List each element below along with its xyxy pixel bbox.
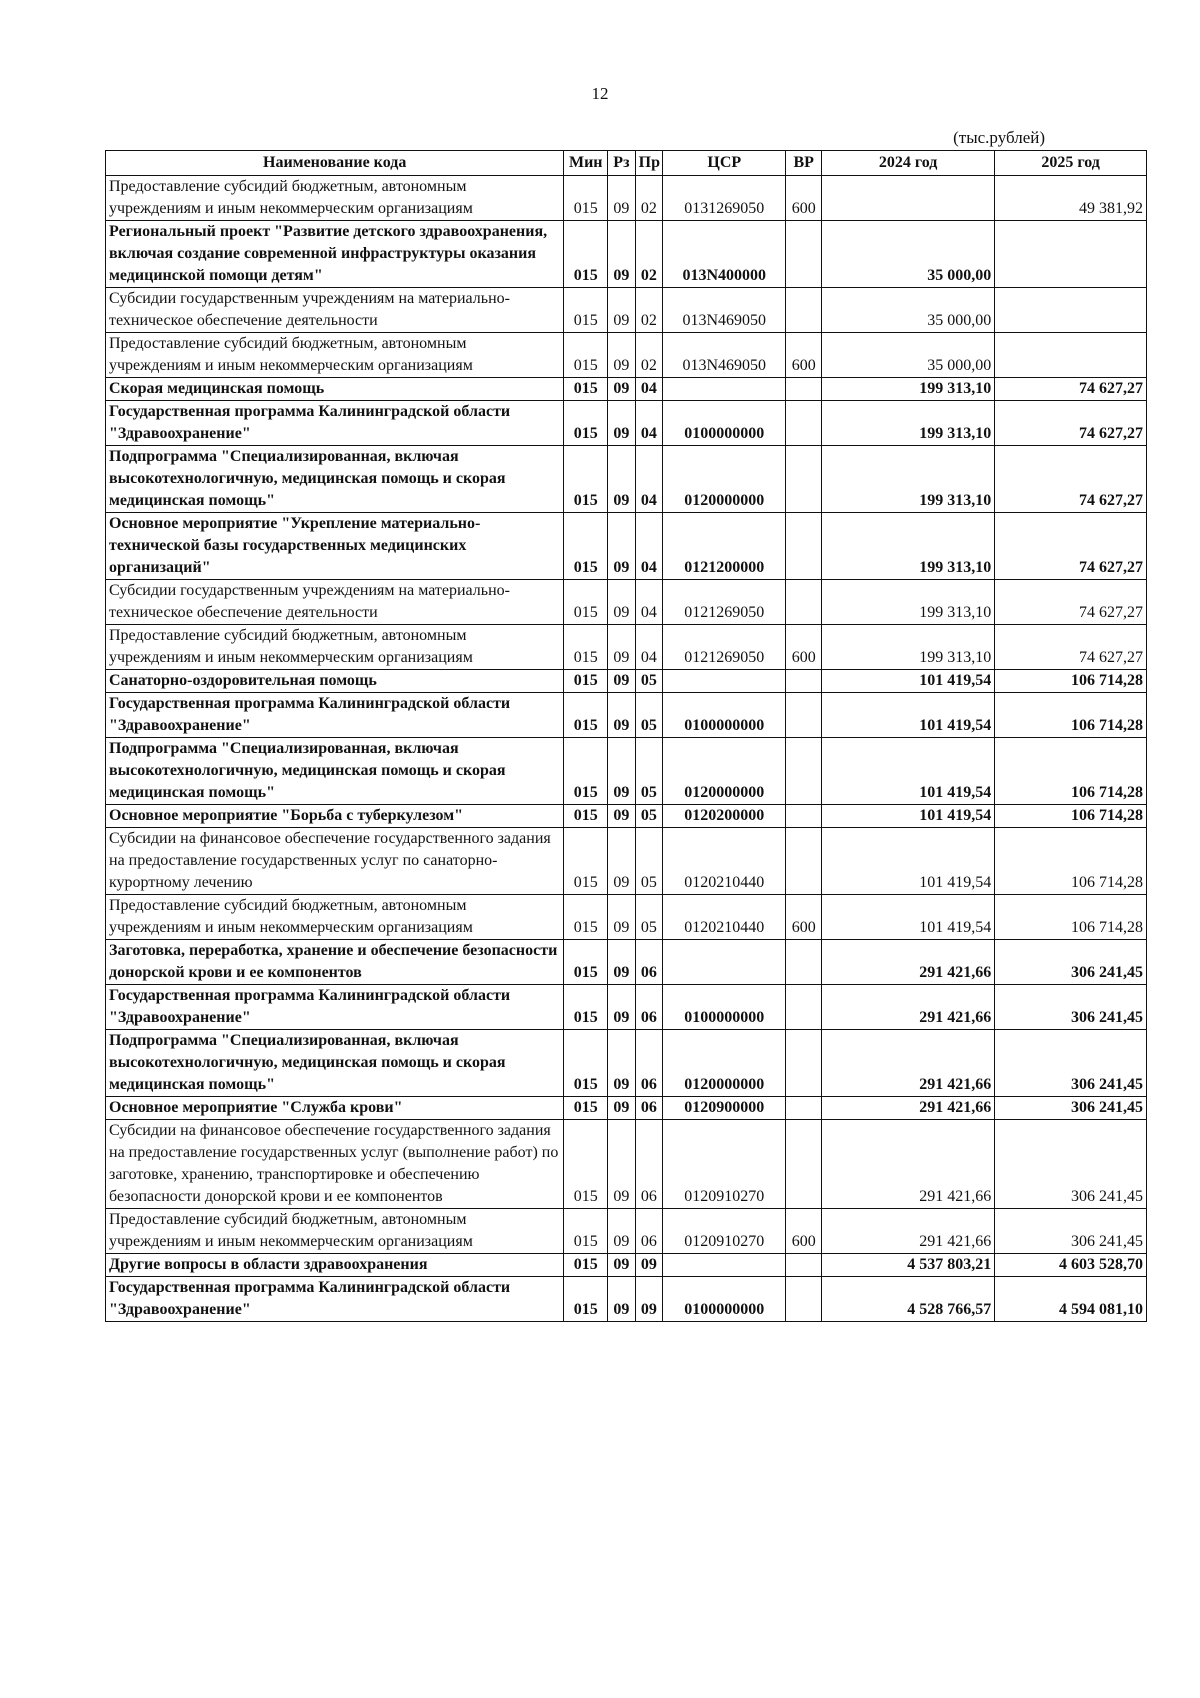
cell-min: 015 xyxy=(564,940,608,985)
cell-csr xyxy=(663,1254,786,1277)
cell-pr: 05 xyxy=(635,828,663,895)
cell-2024: 35 000,00 xyxy=(822,288,995,333)
cell-pr: 05 xyxy=(635,693,663,738)
table-row xyxy=(106,693,1147,738)
table-row xyxy=(106,176,1147,221)
cell-csr: 0120000000 xyxy=(663,446,786,513)
cell-min: 015 xyxy=(564,288,608,333)
cell-vr xyxy=(786,985,822,1030)
cell-rz: 09 xyxy=(608,1254,636,1277)
header-rz: Рз xyxy=(608,151,636,176)
cell-name: Субсидии государственным учреждениям на материально-техническое обеспечение деятельности xyxy=(106,580,564,625)
table-row xyxy=(106,895,1147,940)
cell-vr xyxy=(786,1254,822,1277)
cell-rz: 09 xyxy=(608,1120,636,1209)
cell-name: Заготовка, переработка, хранение и обеспечение безопасности донорской крови и ее компонентов xyxy=(106,940,564,985)
cell-vr xyxy=(786,670,822,693)
table-row xyxy=(106,1120,1147,1209)
cell-vr xyxy=(786,1277,822,1322)
cell-name: Государственная программа Калининградской области "Здравоохранение" xyxy=(106,693,564,738)
table-row xyxy=(106,580,1147,625)
cell-2025: 74 627,27 xyxy=(995,625,1147,670)
cell-rz: 09 xyxy=(608,176,636,221)
cell-rz: 09 xyxy=(608,1030,636,1097)
cell-2024: 291 421,66 xyxy=(822,1097,995,1120)
cell-2024: 4 537 803,21 xyxy=(822,1254,995,1277)
cell-name: Предоставление субсидий бюджетным, автономным учреждениям и иным некоммерческим организациям xyxy=(106,333,564,378)
table-row xyxy=(106,1277,1147,1322)
cell-min: 015 xyxy=(564,1030,608,1097)
cell-min: 015 xyxy=(564,738,608,805)
cell-name: Основное мероприятие "Укрепление материально-технической базы государственных медицинских организаций" xyxy=(106,513,564,580)
cell-2025: 106 714,28 xyxy=(995,805,1147,828)
cell-2025: 106 714,28 xyxy=(995,670,1147,693)
table-row xyxy=(106,378,1147,401)
cell-2025 xyxy=(995,288,1147,333)
cell-rz: 09 xyxy=(608,1097,636,1120)
table-row xyxy=(106,940,1147,985)
cell-rz: 09 xyxy=(608,288,636,333)
table-row xyxy=(106,625,1147,670)
cell-pr: 06 xyxy=(635,985,663,1030)
page-number: 12 xyxy=(591,84,609,103)
cell-2025: 74 627,27 xyxy=(995,378,1147,401)
cell-name: Подпрограмма "Специализированная, включая высокотехнологичную, медицинская помощь и скорая медицинская помощь" xyxy=(106,446,564,513)
cell-2025: 306 241,45 xyxy=(995,1120,1147,1209)
cell-min: 015 xyxy=(564,580,608,625)
cell-pr: 02 xyxy=(635,333,663,378)
cell-csr: 0120910270 xyxy=(663,1120,786,1209)
cell-name: Государственная программа Калининградской области "Здравоохранение" xyxy=(106,401,564,446)
cell-vr xyxy=(786,446,822,513)
cell-vr xyxy=(786,805,822,828)
cell-pr: 05 xyxy=(635,738,663,805)
cell-csr: 013N469050 xyxy=(663,288,786,333)
cell-2024: 199 313,10 xyxy=(822,446,995,513)
cell-csr: 013N469050 xyxy=(663,333,786,378)
cell-2024: 199 313,10 xyxy=(822,401,995,446)
cell-min: 015 xyxy=(564,895,608,940)
header-csr: ЦСР xyxy=(663,151,786,176)
cell-vr xyxy=(786,693,822,738)
cell-min: 015 xyxy=(564,446,608,513)
cell-vr xyxy=(786,1097,822,1120)
table-row xyxy=(106,1209,1147,1254)
cell-name: Предоставление субсидий бюджетным, автономным учреждениям и иным некоммерческим организациям xyxy=(106,625,564,670)
header-vr: ВР xyxy=(786,151,822,176)
cell-vr xyxy=(786,288,822,333)
cell-min: 015 xyxy=(564,1120,608,1209)
header-row xyxy=(106,151,1147,176)
cell-2024: 101 419,54 xyxy=(822,828,995,895)
cell-vr: 600 xyxy=(786,895,822,940)
cell-name: Другие вопросы в области здравоохранения xyxy=(106,1254,564,1277)
cell-pr: 04 xyxy=(635,401,663,446)
cell-2024: 291 421,66 xyxy=(822,940,995,985)
cell-pr: 06 xyxy=(635,1030,663,1097)
cell-csr xyxy=(663,378,786,401)
table-row xyxy=(106,446,1147,513)
cell-name: Санаторно-оздоровительная помощь xyxy=(106,670,564,693)
cell-2024: 199 313,10 xyxy=(822,625,995,670)
cell-rz: 09 xyxy=(608,333,636,378)
cell-csr: 0120000000 xyxy=(663,1030,786,1097)
cell-2024: 101 419,54 xyxy=(822,895,995,940)
cell-2024: 101 419,54 xyxy=(822,805,995,828)
table-row xyxy=(106,1097,1147,1120)
cell-name: Предоставление субсидий бюджетным, автономным учреждениям и иным некоммерческим организациям xyxy=(106,176,564,221)
cell-2025: 306 241,45 xyxy=(995,1030,1147,1097)
cell-min: 015 xyxy=(564,401,608,446)
cell-rz: 09 xyxy=(608,693,636,738)
cell-min: 015 xyxy=(564,221,608,288)
cell-name: Подпрограмма "Специализированная, включая высокотехнологичную, медицинская помощь и скорая медицинская помощь" xyxy=(106,738,564,805)
cell-name: Государственная программа Калининградской области "Здравоохранение" xyxy=(106,1277,564,1322)
cell-2025 xyxy=(995,221,1147,288)
cell-min: 015 xyxy=(564,670,608,693)
cell-csr: 0120210440 xyxy=(663,895,786,940)
cell-pr: 02 xyxy=(635,288,663,333)
table-row xyxy=(106,333,1147,378)
header-pr: Пр xyxy=(635,151,663,176)
table-row xyxy=(106,828,1147,895)
cell-name: Подпрограмма "Специализированная, включая высокотехнологичную, медицинская помощь и скорая медицинская помощь" xyxy=(106,1030,564,1097)
cell-2025: 74 627,27 xyxy=(995,580,1147,625)
cell-csr: 0120900000 xyxy=(663,1097,786,1120)
table-row xyxy=(106,1254,1147,1277)
cell-2024 xyxy=(822,176,995,221)
cell-2024: 199 313,10 xyxy=(822,513,995,580)
cell-rz: 09 xyxy=(608,580,636,625)
cell-name: Предоставление субсидий бюджетным, автономным учреждениям и иным некоммерческим организациям xyxy=(106,895,564,940)
cell-csr: 0121269050 xyxy=(663,580,786,625)
cell-2024: 101 419,54 xyxy=(822,670,995,693)
cell-rz: 09 xyxy=(608,401,636,446)
cell-csr: 0120210440 xyxy=(663,828,786,895)
cell-pr: 02 xyxy=(635,176,663,221)
cell-2024: 199 313,10 xyxy=(822,580,995,625)
cell-name: Субсидии на финансовое обеспечение государственного задания на предоставление государственных услуг (выполнение работ) по заготовке, хранению, транспортировке и обеспечению безопасности донорской крови и ее компонентов xyxy=(106,1120,564,1209)
cell-name: Государственная программа Калининградской области "Здравоохранение" xyxy=(106,985,564,1030)
cell-2025: 306 241,45 xyxy=(995,985,1147,1030)
cell-rz: 09 xyxy=(608,378,636,401)
cell-2024: 291 421,66 xyxy=(822,1209,995,1254)
cell-pr: 06 xyxy=(635,1120,663,1209)
cell-pr: 04 xyxy=(635,446,663,513)
cell-min: 015 xyxy=(564,828,608,895)
cell-vr: 600 xyxy=(786,333,822,378)
cell-rz: 09 xyxy=(608,221,636,288)
cell-2025: 4 603 528,70 xyxy=(995,1254,1147,1277)
cell-csr: 0131269050 xyxy=(663,176,786,221)
cell-2024: 291 421,66 xyxy=(822,1120,995,1209)
cell-pr: 04 xyxy=(635,625,663,670)
cell-min: 015 xyxy=(564,378,608,401)
table-row xyxy=(106,513,1147,580)
cell-csr: 0120000000 xyxy=(663,738,786,805)
cell-min: 015 xyxy=(564,1097,608,1120)
table-row xyxy=(106,1030,1147,1097)
budget-table xyxy=(105,150,1147,1322)
cell-min: 015 xyxy=(564,985,608,1030)
cell-min: 015 xyxy=(564,176,608,221)
cell-rz: 09 xyxy=(608,1277,636,1322)
cell-min: 015 xyxy=(564,693,608,738)
cell-name: Субсидии государственным учреждениям на материально-техническое обеспечение деятельности xyxy=(106,288,564,333)
table-row xyxy=(106,221,1147,288)
cell-csr: 0100000000 xyxy=(663,401,786,446)
cell-vr xyxy=(786,1030,822,1097)
cell-pr: 04 xyxy=(635,513,663,580)
cell-vr xyxy=(786,221,822,288)
cell-vr xyxy=(786,401,822,446)
cell-vr: 600 xyxy=(786,176,822,221)
cell-2024: 291 421,66 xyxy=(822,985,995,1030)
cell-2025: 49 381,92 xyxy=(995,176,1147,221)
cell-csr: 0120910270 xyxy=(663,1209,786,1254)
cell-pr: 06 xyxy=(635,1097,663,1120)
cell-rz: 09 xyxy=(608,940,636,985)
cell-2025: 106 714,28 xyxy=(995,895,1147,940)
cell-vr xyxy=(786,580,822,625)
cell-2024: 35 000,00 xyxy=(822,221,995,288)
cell-rz: 09 xyxy=(608,670,636,693)
cell-name: Субсидии на финансовое обеспечение государственного задания на предоставление государственных услуг по санаторно-курортному лечению xyxy=(106,828,564,895)
cell-vr xyxy=(786,828,822,895)
cell-csr: 013N400000 xyxy=(663,221,786,288)
cell-min: 015 xyxy=(564,333,608,378)
cell-rz: 09 xyxy=(608,828,636,895)
table-row xyxy=(106,738,1147,805)
cell-csr xyxy=(663,940,786,985)
cell-2025: 4 594 081,10 xyxy=(995,1277,1147,1322)
cell-min: 015 xyxy=(564,1277,608,1322)
cell-vr: 600 xyxy=(786,1209,822,1254)
cell-pr: 05 xyxy=(635,805,663,828)
cell-2024: 101 419,54 xyxy=(822,738,995,805)
cell-rz: 09 xyxy=(608,513,636,580)
table-row xyxy=(106,288,1147,333)
header-2024: 2024 год xyxy=(822,151,995,176)
cell-2024: 35 000,00 xyxy=(822,333,995,378)
cell-2025: 306 241,45 xyxy=(995,1209,1147,1254)
cell-pr: 02 xyxy=(635,221,663,288)
cell-name: Основное мероприятие "Борьба с туберкулезом" xyxy=(106,805,564,828)
table-row xyxy=(106,670,1147,693)
cell-name: Основное мероприятие "Служба крови" xyxy=(106,1097,564,1120)
cell-name: Региональный проект "Развитие детского здравоохранения, включая создание современной инфраструктуры оказания медицинской помощи детям" xyxy=(106,221,564,288)
cell-csr xyxy=(663,670,786,693)
cell-rz: 09 xyxy=(608,446,636,513)
cell-2025 xyxy=(995,333,1147,378)
cell-vr xyxy=(786,940,822,985)
cell-min: 015 xyxy=(564,1209,608,1254)
cell-rz: 09 xyxy=(608,805,636,828)
cell-pr: 09 xyxy=(635,1254,663,1277)
cell-name: Скорая медицинская помощь xyxy=(106,378,564,401)
cell-2025: 74 627,27 xyxy=(995,513,1147,580)
cell-csr: 0100000000 xyxy=(663,1277,786,1322)
cell-2025: 106 714,28 xyxy=(995,693,1147,738)
header-min: Мин xyxy=(564,151,608,176)
cell-2024: 101 419,54 xyxy=(822,693,995,738)
header-name: Наименование кода xyxy=(106,151,564,176)
cell-pr: 05 xyxy=(635,895,663,940)
cell-min: 015 xyxy=(564,625,608,670)
cell-min: 015 xyxy=(564,513,608,580)
cell-vr: 600 xyxy=(786,625,822,670)
cell-vr xyxy=(786,513,822,580)
cell-vr xyxy=(786,1120,822,1209)
cell-vr xyxy=(786,738,822,805)
cell-2025: 106 714,28 xyxy=(995,738,1147,805)
cell-2025: 306 241,45 xyxy=(995,940,1147,985)
cell-rz: 09 xyxy=(608,1209,636,1254)
cell-rz: 09 xyxy=(608,625,636,670)
cell-csr: 0120200000 xyxy=(663,805,786,828)
header-2025: 2025 год xyxy=(995,151,1147,176)
cell-pr: 04 xyxy=(635,378,663,401)
cell-pr: 06 xyxy=(635,1209,663,1254)
table-row xyxy=(106,401,1147,446)
cell-name: Предоставление субсидий бюджетным, автономным учреждениям и иным некоммерческим организациям xyxy=(106,1209,564,1254)
cell-2024: 4 528 766,57 xyxy=(822,1277,995,1322)
budget-body xyxy=(106,176,1147,1322)
cell-2025: 106 714,28 xyxy=(995,828,1147,895)
cell-rz: 09 xyxy=(608,985,636,1030)
cell-2024: 291 421,66 xyxy=(822,1030,995,1097)
table-row xyxy=(106,805,1147,828)
units-label: (тыс.рублей) xyxy=(953,128,1045,147)
table-row xyxy=(106,985,1147,1030)
cell-csr: 0100000000 xyxy=(663,985,786,1030)
cell-rz: 09 xyxy=(608,738,636,805)
cell-2024: 199 313,10 xyxy=(822,378,995,401)
cell-vr xyxy=(786,378,822,401)
cell-rz: 09 xyxy=(608,895,636,940)
cell-csr: 0100000000 xyxy=(663,693,786,738)
cell-csr: 0121269050 xyxy=(663,625,786,670)
cell-2025: 306 241,45 xyxy=(995,1097,1147,1120)
cell-2025: 74 627,27 xyxy=(995,401,1147,446)
cell-min: 015 xyxy=(564,805,608,828)
cell-2025: 74 627,27 xyxy=(995,446,1147,513)
cell-pr: 04 xyxy=(635,580,663,625)
cell-pr: 09 xyxy=(635,1277,663,1322)
cell-pr: 06 xyxy=(635,940,663,985)
cell-pr: 05 xyxy=(635,670,663,693)
cell-csr: 0121200000 xyxy=(663,513,786,580)
cell-min: 015 xyxy=(564,1254,608,1277)
